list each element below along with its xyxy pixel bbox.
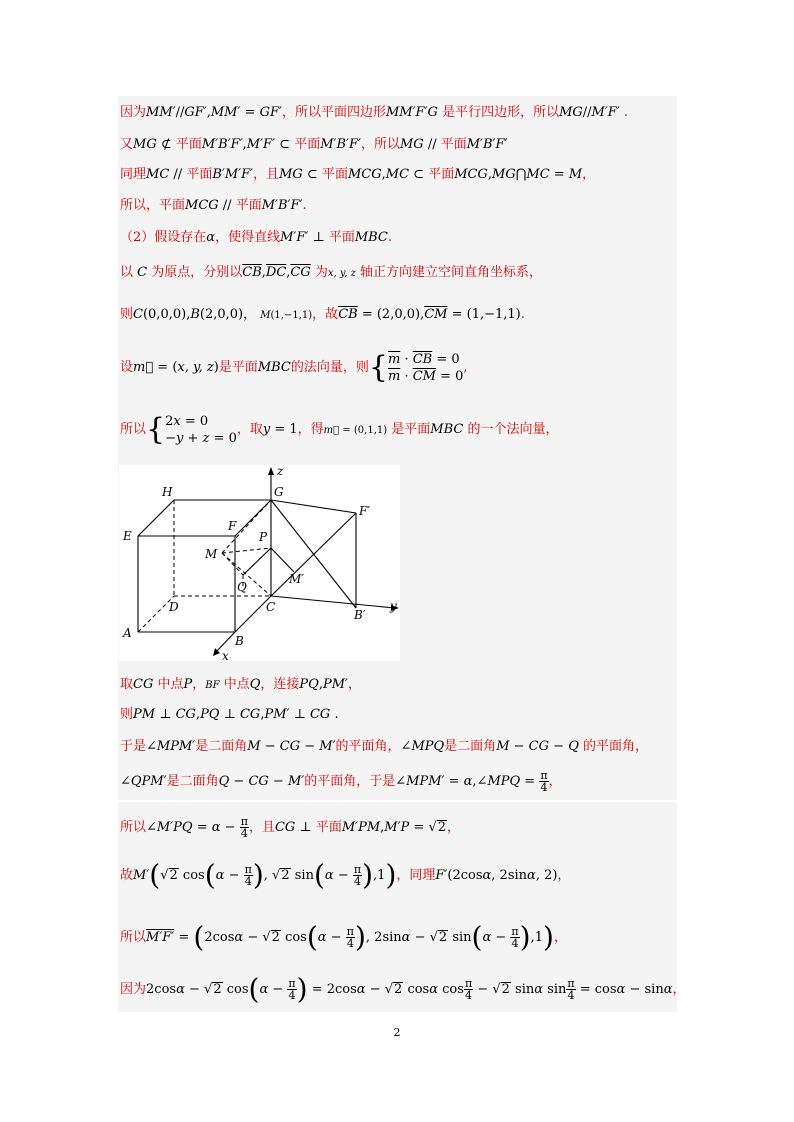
label-H: H bbox=[162, 485, 173, 499]
y-axis bbox=[271, 596, 395, 608]
proof-line-1: 因为MM′//GF′,MM′ = GF′，所以平面四边形MM′F′G 是平行四边形，所以MG//M′F′ . bbox=[120, 105, 629, 120]
part2-line-16: 所以M′F′ = (2cosα − √2 cos(α − $\frac{\pi}{4}$ ), 2sinα − √2 sin(α − $\frac{\pi}{4}$ ),1)， bbox=[120, 920, 567, 954]
part2-line-17: 因为2cosα − √2 cos(α − $\frac{\pi}{4}$ ) = 2cosα − √2 cosα cos $\frac{\pi}{4}$ − √2 sinα sin $\frac{\pi}{4}$ = cosα − sinα， bbox=[120, 972, 686, 1006]
label-x: x bbox=[222, 649, 229, 661]
label-Q: Q bbox=[237, 580, 247, 594]
label-z: z bbox=[277, 465, 284, 478]
proof-line-3: 同理MC // 平面B′M′F′，且MG ⊂ 平面MCG,MC ⊂ 平面MCG,MG⋂MC = M， bbox=[120, 167, 596, 182]
part2-line-9: 所以{2x = 0 −y + z = 0，取y = 1，得m⃗ = (0,1,1) 是平面MBC 的一个法向量， bbox=[120, 411, 559, 447]
segment-PQ bbox=[243, 548, 271, 575]
part2-line-11: 则PM ⊥ CG,PQ ⊥ CG,PM′ ⊥ CG . bbox=[120, 707, 339, 722]
segment-MP bbox=[222, 548, 271, 553]
label-P: P bbox=[259, 530, 268, 544]
label-Mp: M′ bbox=[289, 572, 305, 586]
label-F: F bbox=[228, 519, 237, 533]
cube-diagram bbox=[119, 465, 400, 661]
part2-line-7: 则C(0,0,0),B(2,0,0)， M(1,−1,1)，故$\overline{CB} = (2,0,0),\overline{CM} = (1,-1,1)$. bbox=[120, 307, 525, 322]
geometry-figure bbox=[119, 465, 400, 661]
label-C: C bbox=[266, 600, 276, 614]
page-number: 2 bbox=[393, 1026, 401, 1039]
proof-line-4: 所以，平面MCG // 平面M′B′F′. bbox=[120, 198, 307, 213]
part2-line-14: 所以∠M′PQ = α − $\frac{\pi}{4}$ ，且CG ⊥ 平面M′PM,M′P = √2， bbox=[120, 815, 461, 840]
part2-line-10: 取CG 中点P，BF 中点Q，连接PQ,PM′， bbox=[120, 677, 361, 692]
label-E: E bbox=[123, 529, 132, 543]
edge-CFp bbox=[271, 513, 356, 596]
segment-MQ bbox=[222, 553, 243, 575]
z-axis-arrow bbox=[268, 467, 274, 475]
label-B: B bbox=[235, 634, 244, 648]
label-A: A bbox=[123, 626, 132, 640]
label-D: D bbox=[169, 600, 179, 614]
segment-PMp bbox=[271, 548, 294, 572]
part2-line-8: 设m⃗ = (x, y, z)是平面MBC的法向量，则{$\overline{m} \cdot \overline{CB} = 0$ $\overline{m} \cdot \overline{CM} = 0$, bbox=[120, 349, 468, 385]
edge-EH bbox=[138, 500, 174, 536]
part2-line-15: 故M′(√2 cos(α − $\frac{\pi}{4}$ ), √2 sin(α − $\frac{\pi}{4}$ ),1)，同理F′(2cosα, 2sinα, 2)， bbox=[120, 858, 571, 892]
label-Fp: F′ bbox=[359, 504, 371, 518]
edge-GFp bbox=[271, 500, 356, 513]
part2-line-13: ∠QPM′是二面角Q − CG − M′的平面角，于是∠MPM′ = α,∠MPQ = $\frac{\pi}{4}$ ， bbox=[120, 769, 562, 794]
label-G: G bbox=[274, 485, 284, 499]
proof-line-2: 又MG ⊄ 平面M′B′F′,M′F′ ⊂ 平面M′B′F′，所以MG // 平面M′B′F′ bbox=[120, 137, 508, 152]
label-y: y bbox=[390, 599, 397, 613]
part2-line-6: 以 C 为原点，分别以$\overline{CB},\overline{DC},\overline{CG}$ 为x, y, z 轴正方向建立空间直角坐标系， bbox=[120, 265, 543, 280]
part2-line-12: 于是∠MPM′是二面角M − CG − M′的平面角，∠MPQ是二面角M − CG − Q 的平面角， bbox=[120, 739, 649, 754]
label-Bp: B′ bbox=[354, 608, 366, 622]
label-M: M bbox=[205, 547, 218, 561]
part2-line-5: （2）假设存在α，使得直线M′F′ ⊥ 平面MBC. bbox=[120, 230, 393, 245]
